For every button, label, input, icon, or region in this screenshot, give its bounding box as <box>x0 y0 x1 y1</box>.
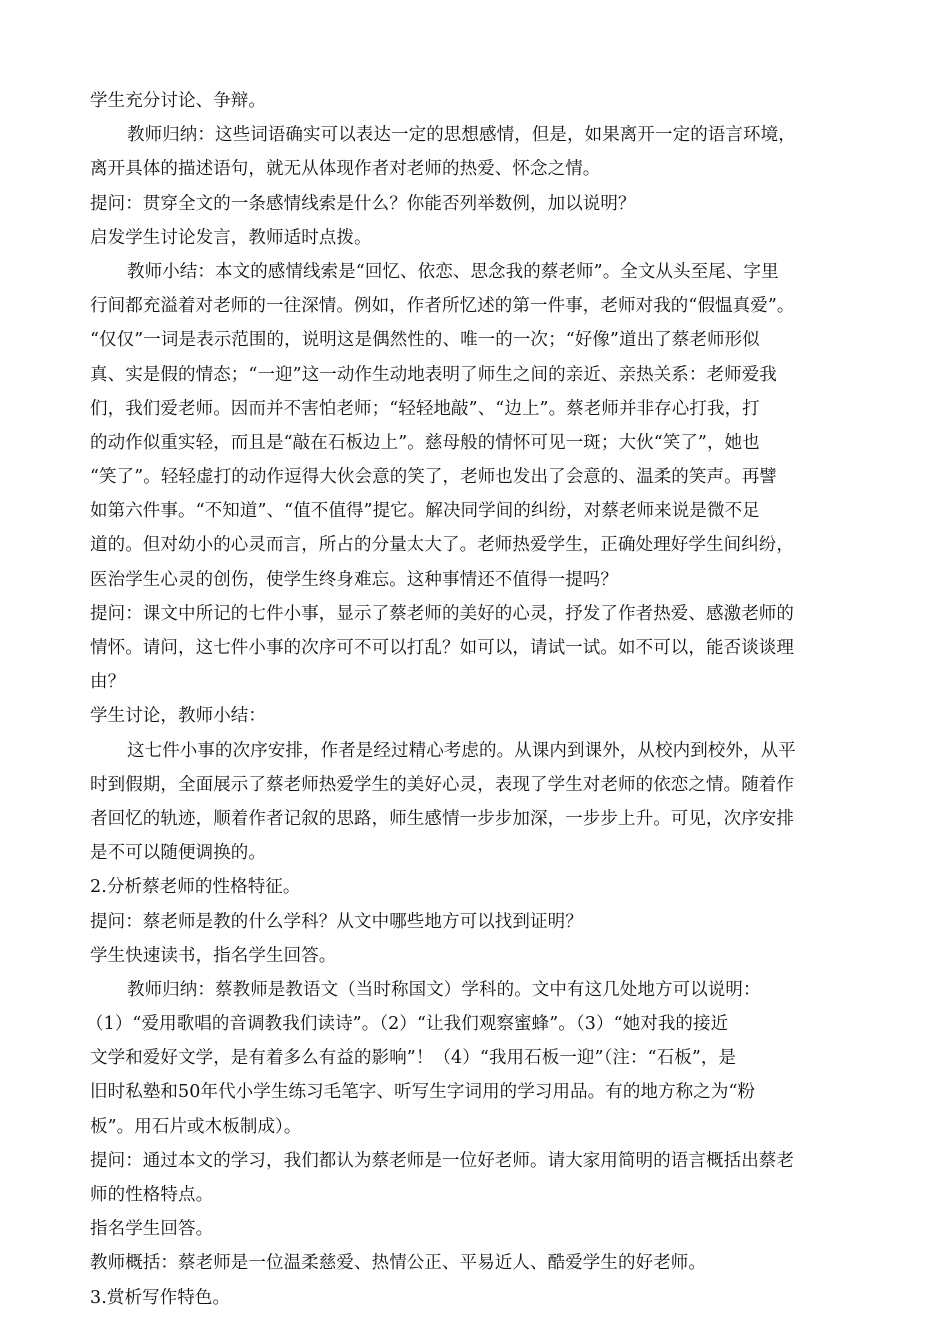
text-line: 指名学生回答。 <box>90 1219 214 1240</box>
text-line: 文学和爱好文学，是有着多么有益的影响”！（4）“我用石板一迎”（注：“石板”，是 <box>90 1048 737 1069</box>
text-line: “笑了”。轻轻虚打的动作逗得大伙会意的笑了，老师也发出了会意的、温柔的笑声。再譬 <box>90 467 777 488</box>
text-line: 旧时私塾和50年代小学生练习毛笔字、听写生字词用的学习用品。有的地方称之为“粉 <box>90 1082 756 1103</box>
text-line: 启发学生讨论发言，教师适时点拨。 <box>90 227 372 248</box>
text-line: 学生讨论，教师小结： <box>90 706 266 727</box>
text-line: 这七件小事的次序安排，作者是经过精心考虑的。从课内到课外，从校内到校外，从平 <box>127 740 796 761</box>
text-line: 道的。但对幼小的心灵而言，所占的分量太大了。老师热爱学生，正确处理好学生间纠纷， <box>90 535 794 556</box>
text-line: 提问：贯穿全文的一条感情线索是什么？你能否列举数例，加以说明？ <box>90 193 636 214</box>
text-line: 教师归纳：蔡教师是教语文（当时称国文）学科的。文中有这几处地方可以说明： <box>127 979 761 1000</box>
text-line: 的动作似重实轻，而且是“敲在石板边上”。慈母般的情怀可见一斑；大伙“笑了”，她也 <box>90 432 760 453</box>
text-line: 真、实是假的情态；“一迎”这一动作生动地表明了师生之间的亲近、亲热关系：老师爱我 <box>90 364 777 385</box>
text-line: 行间都充溢着对老师的一往深情。例如，作者所忆述的第一件事，老师对我的“假愠真爱”。 <box>90 296 795 317</box>
text-line: 教师归纳：这些词语确实可以表达一定的思想感情，但是，如果离开一定的语言环境， <box>127 125 796 146</box>
text-line: 离开具体的描述语句，就无从体现作者对老师的热爱、怀念之情。 <box>90 159 601 180</box>
text-line: 情怀。请问，这七件小事的次序可不可以打乱？如可以，请试一试。如不可以，能否谈谈理 <box>90 638 794 658</box>
text-line: 由？ <box>90 672 126 693</box>
text-line: 教师概括：蔡老师是一位温柔慈爱、热情公正、平易近人、酷爱学生的好老师。 <box>90 1253 706 1274</box>
text-line: 2.分析蔡老师的性格特征。 <box>90 877 301 898</box>
text-line: 教师小结：本文的感情线索是“回忆、依恋、思念我的蔡老师”。全文从头至尾、字里 <box>127 261 779 282</box>
text-line: 提问：蔡老师是教的什么学科？从文中哪些地方可以找到证明？ <box>90 911 583 932</box>
text-line: “仅仅”一词是表示范围的，说明这是偶然性的、唯一的一次；“好像”道出了蔡老师形似 <box>90 330 760 351</box>
text-line: 师的性格特点。 <box>90 1185 214 1205</box>
text-line: 学生充分讨论、争辩。 <box>90 91 266 111</box>
text-line: 是不可以随便调换的。 <box>90 843 266 864</box>
text-line: 学生快速读书，指名学生回答。 <box>90 945 337 966</box>
text-line: 提问：课文中所记的七件小事，显示了蔡老师的美好的心灵，抒发了作者热爱、感激老师的 <box>90 603 794 624</box>
text-line: 时到假期，全面展示了蔡老师热爱学生的美好心灵，表现了学生对老师的依恋之情。随着作 <box>90 774 794 795</box>
text-line: 者回忆的轨迹，顺着作者记叙的思路，师生感情一步步加深，一步步上升。可见，次序安排 <box>90 808 794 829</box>
text-line: 如第六件事。“不知道”、“值不值得”提它。解决同学间的纠纷，对蔡老师来说是微不足 <box>90 501 760 522</box>
text-line: 们，我们爱老师。因而并不害怕老师；“轻轻地敲”、“边上”。蔡老师并非存心打我，打 <box>90 398 760 419</box>
text-line: 提问：通过本文的学习，我们都认为蔡老师是一位好老师。请大家用简明的语言概括出蔡老 <box>90 1150 794 1171</box>
text-line: （1）“爱用歌唱的音调教我们读诗”。（2）“让我们观察蜜蜂”。（3）“她对我的接近 <box>86 1014 729 1035</box>
document-page <box>86 84 870 1315</box>
text-line: 板”。用石片或木板制成）。 <box>90 1116 302 1137</box>
text-line: 3.赏析写作特色。 <box>90 1287 231 1308</box>
text-line: 医治学生心灵的创伤，使学生终身难忘。这种事情还不值得一提吗？ <box>90 569 618 590</box>
